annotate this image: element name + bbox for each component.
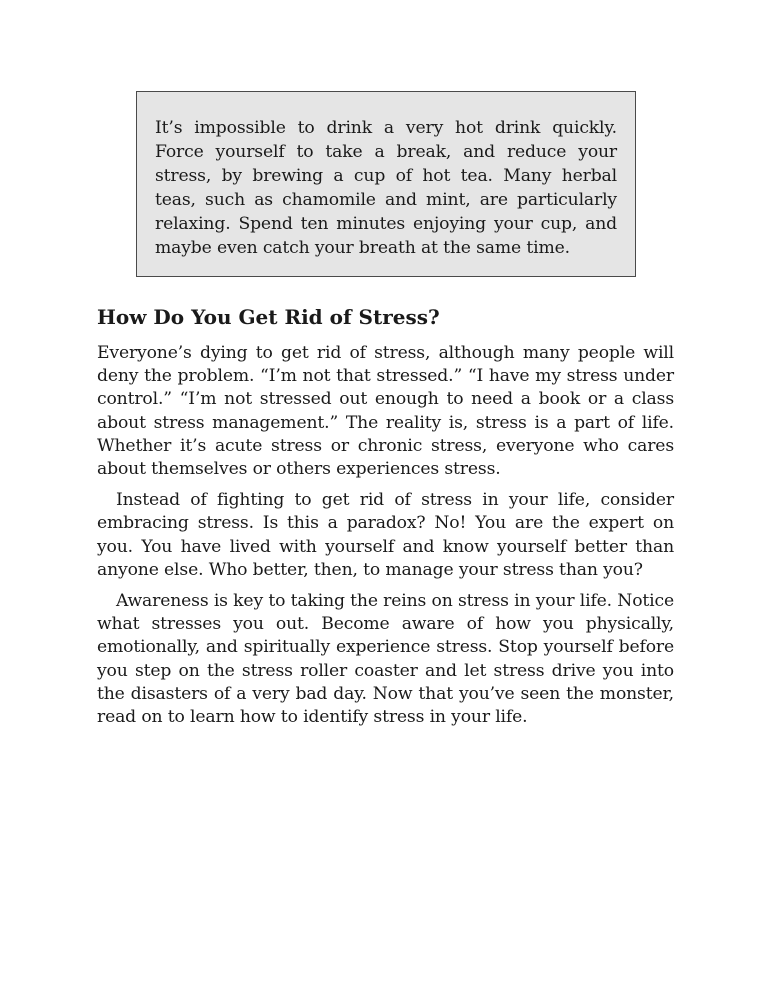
tip-text: It’s impossible to drink a very hot drink quickly. Force yourself to take a break, and reduce your stress, by brewing a cup of hot tea. Many herbal teas, such as chamomile and mint, are particularly relaxing. Spend ten minutes enjoying your cup, and maybe even catch your breath at the same time.	[155, 118, 617, 258]
section-body	[97, 342, 674, 737]
body-paragraph: Awareness is key to taking the reins on stress in your life. Notice what stresses you out. Become aware of how you physically, emotionally, and spiritually experience stress. Stop yourself before you step on the stress roller coaster and let stress drive you into the disasters of a very bad day. Now that you’ve seen the monster, read on to learn how to identify stress in your life.	[97, 591, 674, 728]
tip-sidebar-box	[136, 91, 636, 277]
body-paragraph: Instead of fighting to get rid of stress in your life, consider embracing stress. Is this a paradox? No! You are the expert on you. You have lived with yourself and know yourself better than anyone else. Who better, then, to manage your stress than you?	[97, 490, 674, 580]
body-paragraph: Everyone’s dying to get rid of stress, although many people will deny the problem. “I’m not that stressed.” “I have my stress under control.” “I’m not stressed out enough to need a book or a class about stress management.” The reality is, stress is a part of life. Whether it’s acute stress or chronic stress, everyone who cares about themselves or others experiences stress.	[97, 343, 674, 480]
section-heading: How Do You Get Rid of Stress?	[97, 305, 440, 329]
